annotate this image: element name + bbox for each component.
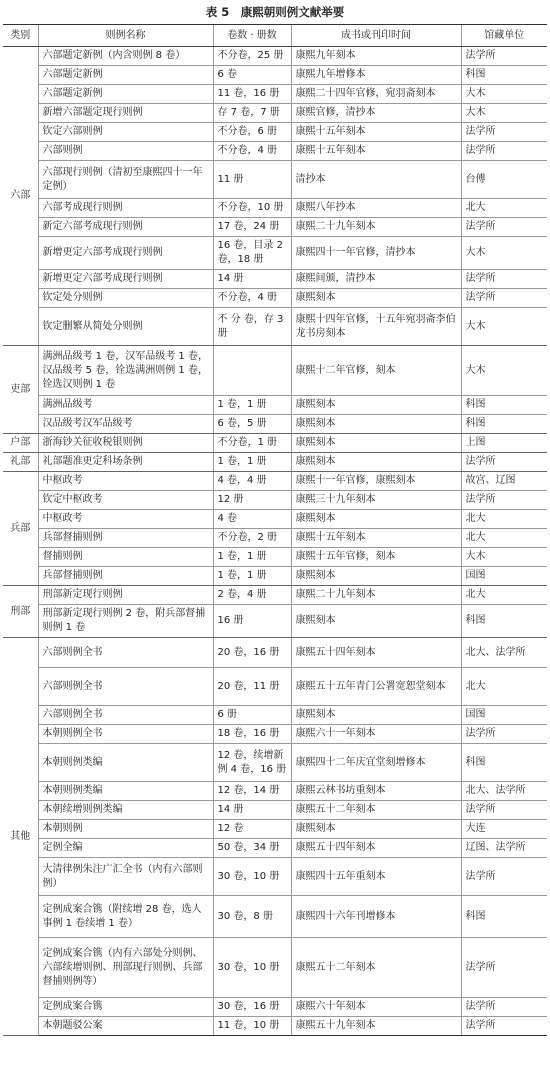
name-cell: 汉品级考汉军品级考 — [38, 415, 213, 434]
name-cell: 满洲品级考 — [38, 396, 213, 415]
category-cell: 六部 — [3, 47, 38, 346]
header-volumes: 卷数 · 册数 — [213, 25, 291, 47]
name-cell: 钦定六部则例 — [38, 123, 213, 142]
holding-cell: 法学所 — [461, 491, 547, 510]
volumes-cell: 18 卷，16 册 — [213, 725, 291, 744]
name-cell: 六部现行则例（清初至康熙四十一年定例） — [38, 161, 213, 199]
table-row — [3, 199, 547, 218]
holding-cell: 科图 — [461, 605, 547, 638]
volumes-cell: 30 卷，8 册 — [213, 896, 291, 938]
name-cell: 本朝则例 — [38, 820, 213, 839]
table-row — [3, 308, 547, 346]
time-cell: 康熙九年增修本 — [291, 66, 461, 85]
table-row — [3, 998, 547, 1017]
table-row — [3, 472, 547, 491]
category-cell: 吏部 — [3, 346, 38, 434]
time-cell: 康熙六十年刻本 — [291, 998, 461, 1017]
name-cell: 中枢政考 — [38, 510, 213, 529]
holding-cell: 科图 — [461, 744, 547, 782]
time-cell: 康熙五十二年刻本 — [291, 938, 461, 998]
name-cell: 本朝则例类编 — [38, 744, 213, 782]
name-cell: 钦定处分则例 — [38, 289, 213, 308]
volumes-cell: 14 册 — [213, 270, 291, 289]
holding-cell: 大木 — [461, 104, 547, 123]
time-cell: 康熙刻本 — [291, 434, 461, 453]
time-cell: 康熙五十四年刻本 — [291, 839, 461, 858]
volumes-cell: 不分卷，4 册 — [213, 289, 291, 308]
holding-cell: 大连 — [461, 820, 547, 839]
volumes-cell: 4 卷 — [213, 510, 291, 529]
holding-cell: 大木 — [461, 346, 547, 396]
holding-cell: 法学所 — [461, 289, 547, 308]
header-name: 则例名称 — [38, 25, 213, 47]
table-row — [3, 605, 547, 638]
volumes-cell: 16 册 — [213, 605, 291, 638]
volumes-cell: 20 卷，16 册 — [213, 638, 291, 668]
volumes-cell: 30 卷，16 册 — [213, 998, 291, 1017]
time-cell: 康熙五十二年刻本 — [291, 801, 461, 820]
table-row — [3, 453, 547, 472]
holding-cell: 法学所 — [461, 1017, 547, 1036]
table-row — [3, 237, 547, 270]
time-cell: 康熙十二年官修，刻本 — [291, 346, 461, 396]
name-cell: 六部考成现行则例 — [38, 199, 213, 218]
time-cell: 康熙四十六年刊增修本 — [291, 896, 461, 938]
time-cell: 康熙刻本 — [291, 453, 461, 472]
volumes-cell: 不 分 卷，存 3 册 — [213, 308, 291, 346]
time-cell: 康熙三十九年刻本 — [291, 491, 461, 510]
time-cell: 康熙六十一年刻本 — [291, 725, 461, 744]
category-cell: 刑部 — [3, 586, 38, 638]
name-cell: 刑部新定现行则例 — [38, 586, 213, 605]
name-cell: 新增更定六部考成现行则例 — [38, 237, 213, 270]
holding-cell: 法学所 — [461, 453, 547, 472]
holding-cell: 台傅 — [461, 161, 547, 199]
table-row — [3, 668, 547, 706]
table-row — [3, 839, 547, 858]
holding-cell: 北大 — [461, 529, 547, 548]
table-row — [3, 529, 547, 548]
table-row — [3, 161, 547, 199]
holding-cell: 辽图、法学所 — [461, 839, 547, 858]
volumes-cell: 11 卷，16 册 — [213, 85, 291, 104]
table-row — [3, 85, 547, 104]
name-cell: 钦定中枢政考 — [38, 491, 213, 510]
name-cell: 新增六部题定现行则例 — [38, 104, 213, 123]
name-cell: 定例全编 — [38, 839, 213, 858]
holding-cell: 大木 — [461, 548, 547, 567]
name-cell: 六部则例全书 — [38, 706, 213, 725]
name-cell: 六部题定新例（内含则例 8 卷） — [38, 47, 213, 66]
volumes-cell: 14 册 — [213, 801, 291, 820]
table-row — [3, 744, 547, 782]
volumes-cell: 16 卷，目录 2 卷，18 册 — [213, 237, 291, 270]
volumes-cell: 不分卷，4 册 — [213, 142, 291, 161]
holding-cell: 国图 — [461, 706, 547, 725]
name-cell: 定例成案合镌（附续增 28 卷，选人事例 1 卷续增 1 卷） — [38, 896, 213, 938]
name-cell: 六部则例 — [38, 142, 213, 161]
volumes-cell: 存 7 卷，7 册 — [213, 104, 291, 123]
table-row — [3, 1017, 547, 1036]
table-row — [3, 896, 547, 938]
volumes-cell: 12 卷 — [213, 820, 291, 839]
header-holding: 馆藏单位 — [461, 25, 547, 47]
holding-cell: 科图 — [461, 415, 547, 434]
header-time: 成书或刊印时间 — [291, 25, 461, 47]
name-cell: 礼部题准更定科场条例 — [38, 453, 213, 472]
name-cell: 本朝则例全书 — [38, 725, 213, 744]
volumes-cell: 30 卷，10 册 — [213, 858, 291, 896]
table-row — [3, 66, 547, 85]
table-row — [3, 346, 547, 396]
holding-cell: 法学所 — [461, 270, 547, 289]
holding-cell: 法学所 — [461, 142, 547, 161]
time-cell: 康熙十五年官修，刻本 — [291, 548, 461, 567]
header-category: 类别 — [3, 25, 38, 47]
name-cell: 新定六部考成现行则例 — [38, 218, 213, 237]
time-cell: 康熙二十九年刻本 — [291, 586, 461, 605]
volumes-cell: 不分卷，25 册 — [213, 47, 291, 66]
time-cell: 康熙四十二年庆宜堂刻增修本 — [291, 744, 461, 782]
name-cell: 定例成案合镌 — [38, 998, 213, 1017]
volumes-cell: 1 卷，1 册 — [213, 567, 291, 586]
table-title: 表 5 康熙朝则例文献举要 — [205, 5, 345, 19]
time-cell: 康熙五十五年青门公署宽恕堂刻本 — [291, 668, 461, 706]
name-cell: 兵部督捕则例 — [38, 529, 213, 548]
category-cell: 礼部 — [3, 453, 38, 472]
name-cell: 本朝续增则例类编 — [38, 801, 213, 820]
time-cell: 康熙十五年刻本 — [291, 123, 461, 142]
volumes-cell: 2 卷，4 册 — [213, 586, 291, 605]
time-cell: 康熙十五年刻本 — [291, 529, 461, 548]
name-cell: 本朝题驳公案 — [38, 1017, 213, 1036]
holding-cell: 法学所 — [461, 47, 547, 66]
name-cell: 新增更定六部考成现行则例 — [38, 270, 213, 289]
name-cell: 督捕则例 — [38, 548, 213, 567]
table-row — [3, 548, 547, 567]
volumes-cell: 11 册 — [213, 161, 291, 199]
name-cell: 六部则例全书 — [38, 638, 213, 668]
table-row — [3, 434, 547, 453]
table-row — [3, 415, 547, 434]
volumes-cell: 不分卷，1 册 — [213, 434, 291, 453]
holding-cell: 国图 — [461, 567, 547, 586]
time-cell: 康熙刻本 — [291, 820, 461, 839]
header-row — [3, 25, 547, 47]
name-cell: 大清律例朱注广汇全书（内有六部则例） — [38, 858, 213, 896]
table-row — [3, 47, 547, 66]
table-row — [3, 567, 547, 586]
table-row — [3, 938, 547, 998]
time-cell: 康熙刻本 — [291, 396, 461, 415]
category-cell: 其他 — [3, 638, 38, 1036]
table-row — [3, 289, 547, 308]
volumes-cell: 50 卷，34 册 — [213, 839, 291, 858]
time-cell: 康熙间颁，清抄本 — [291, 270, 461, 289]
time-cell: 康熙云林书坊重刻本 — [291, 782, 461, 801]
volumes-cell: 6 卷 — [213, 66, 291, 85]
volumes-cell: 不分卷，2 册 — [213, 529, 291, 548]
volumes-cell: 6 册 — [213, 706, 291, 725]
holding-cell: 科图 — [461, 396, 547, 415]
time-cell: 康熙刻本 — [291, 289, 461, 308]
time-cell: 清抄本 — [291, 161, 461, 199]
time-cell: 康熙刻本 — [291, 510, 461, 529]
time-cell: 康熙五十四年刻本 — [291, 638, 461, 668]
time-cell: 康熙官修，清抄本 — [291, 104, 461, 123]
volumes-cell: 11 卷，10 册 — [213, 1017, 291, 1036]
volumes-cell: 1 卷，1 册 — [213, 396, 291, 415]
volumes-cell: 不分卷，6 册 — [213, 123, 291, 142]
table-row — [3, 801, 547, 820]
holding-cell: 法学所 — [461, 858, 547, 896]
name-cell: 本朝则例类编 — [38, 782, 213, 801]
volumes-cell: 12 卷，续增新例 4 卷，16 册 — [213, 744, 291, 782]
volumes-cell: 17 卷，24 册 — [213, 218, 291, 237]
holding-cell: 上图 — [461, 434, 547, 453]
volumes-cell: 20 卷，11 册 — [213, 668, 291, 706]
time-cell: 康熙十五年刻本 — [291, 142, 461, 161]
holding-cell: 法学所 — [461, 123, 547, 142]
table-row — [3, 491, 547, 510]
name-cell: 浙海钞关征收税银则例 — [38, 434, 213, 453]
name-cell: 定例成案合镌（内有六部处分则例、六部续增则例、刑部现行则例、兵部督捕则例等） — [38, 938, 213, 998]
table-row — [3, 858, 547, 896]
holding-cell: 科图 — [461, 66, 547, 85]
table-row — [3, 104, 547, 123]
name-cell: 六部题定新例 — [38, 85, 213, 104]
holding-cell: 法学所 — [461, 998, 547, 1017]
table-row — [3, 396, 547, 415]
volumes-cell: 1 卷，1 册 — [213, 548, 291, 567]
table-row — [3, 123, 547, 142]
holding-cell: 北大 — [461, 199, 547, 218]
table-row — [3, 820, 547, 839]
holding-cell: 大木 — [461, 237, 547, 270]
time-cell: 康熙刻本 — [291, 567, 461, 586]
holding-cell: 法学所 — [461, 801, 547, 820]
holding-cell: 北大、法学所 — [461, 638, 547, 668]
time-cell: 康熙刻本 — [291, 605, 461, 638]
holding-cell: 大木 — [461, 85, 547, 104]
time-cell: 康熙十一年官修，康熙刻本 — [291, 472, 461, 491]
time-cell: 康熙四十五年重刻本 — [291, 858, 461, 896]
time-cell: 康熙二十四年官修，宛羽斋刻本 — [291, 85, 461, 104]
holding-cell: 北大 — [461, 586, 547, 605]
table-row — [3, 706, 547, 725]
volumes-cell: 1 卷，1 册 — [213, 453, 291, 472]
holding-cell: 科图 — [461, 896, 547, 938]
volumes-cell — [213, 346, 291, 396]
holding-cell: 北大 — [461, 668, 547, 706]
name-cell: 中枢政考 — [38, 472, 213, 491]
category-cell: 兵部 — [3, 472, 38, 586]
table-row — [3, 586, 547, 605]
name-cell: 六部题定新例 — [38, 66, 213, 85]
time-cell: 康熙八年抄本 — [291, 199, 461, 218]
time-cell: 康熙四十一年官修，清抄本 — [291, 237, 461, 270]
table-row — [3, 638, 547, 668]
volumes-cell: 12 册 — [213, 491, 291, 510]
table-row — [3, 270, 547, 289]
table-row — [3, 725, 547, 744]
volumes-cell: 30 卷，10 册 — [213, 938, 291, 998]
time-cell: 康熙九年刻本 — [291, 47, 461, 66]
time-cell: 康熙刻本 — [291, 706, 461, 725]
table-body — [3, 47, 547, 1036]
category-cell: 户部 — [3, 434, 38, 453]
regulations-table — [3, 24, 547, 1036]
time-cell: 康熙十四年官修，十五年宛羽斋李伯龙书房刻本 — [291, 308, 461, 346]
holding-cell: 法学所 — [461, 725, 547, 744]
time-cell: 康熙二十九年刻本 — [291, 218, 461, 237]
table-row — [3, 782, 547, 801]
holding-cell: 大木 — [461, 308, 547, 346]
holding-cell: 法学所 — [461, 938, 547, 998]
volumes-cell: 6 卷，5 册 — [213, 415, 291, 434]
volumes-cell: 4 卷，4 册 — [213, 472, 291, 491]
time-cell: 康熙刻本 — [291, 415, 461, 434]
table-row — [3, 510, 547, 529]
table-row — [3, 218, 547, 237]
name-cell: 六部则例全书 — [38, 668, 213, 706]
table-row — [3, 142, 547, 161]
holding-cell: 北大、法学所 — [461, 782, 547, 801]
holding-cell: 故宫、辽图 — [461, 472, 547, 491]
holding-cell: 法学所 — [461, 218, 547, 237]
time-cell: 康熙五十九年刻本 — [291, 1017, 461, 1036]
name-cell: 刑部新定现行则例 2 卷，附兵部督捕则例 1 卷 — [38, 605, 213, 638]
volumes-cell: 不分卷，10 册 — [213, 199, 291, 218]
holding-cell: 北大 — [461, 510, 547, 529]
name-cell: 兵部督捕则例 — [38, 567, 213, 586]
name-cell: 满洲品级考 1 卷，汉军品级考 1 卷，汉品级考 5 卷，铨选满洲则例 1 卷，铨选汉则例 1 卷 — [38, 346, 213, 396]
volumes-cell: 12 卷，14 册 — [213, 782, 291, 801]
document-page — [0, 2, 550, 1092]
name-cell: 钦定删繁从简处分则例 — [38, 308, 213, 346]
